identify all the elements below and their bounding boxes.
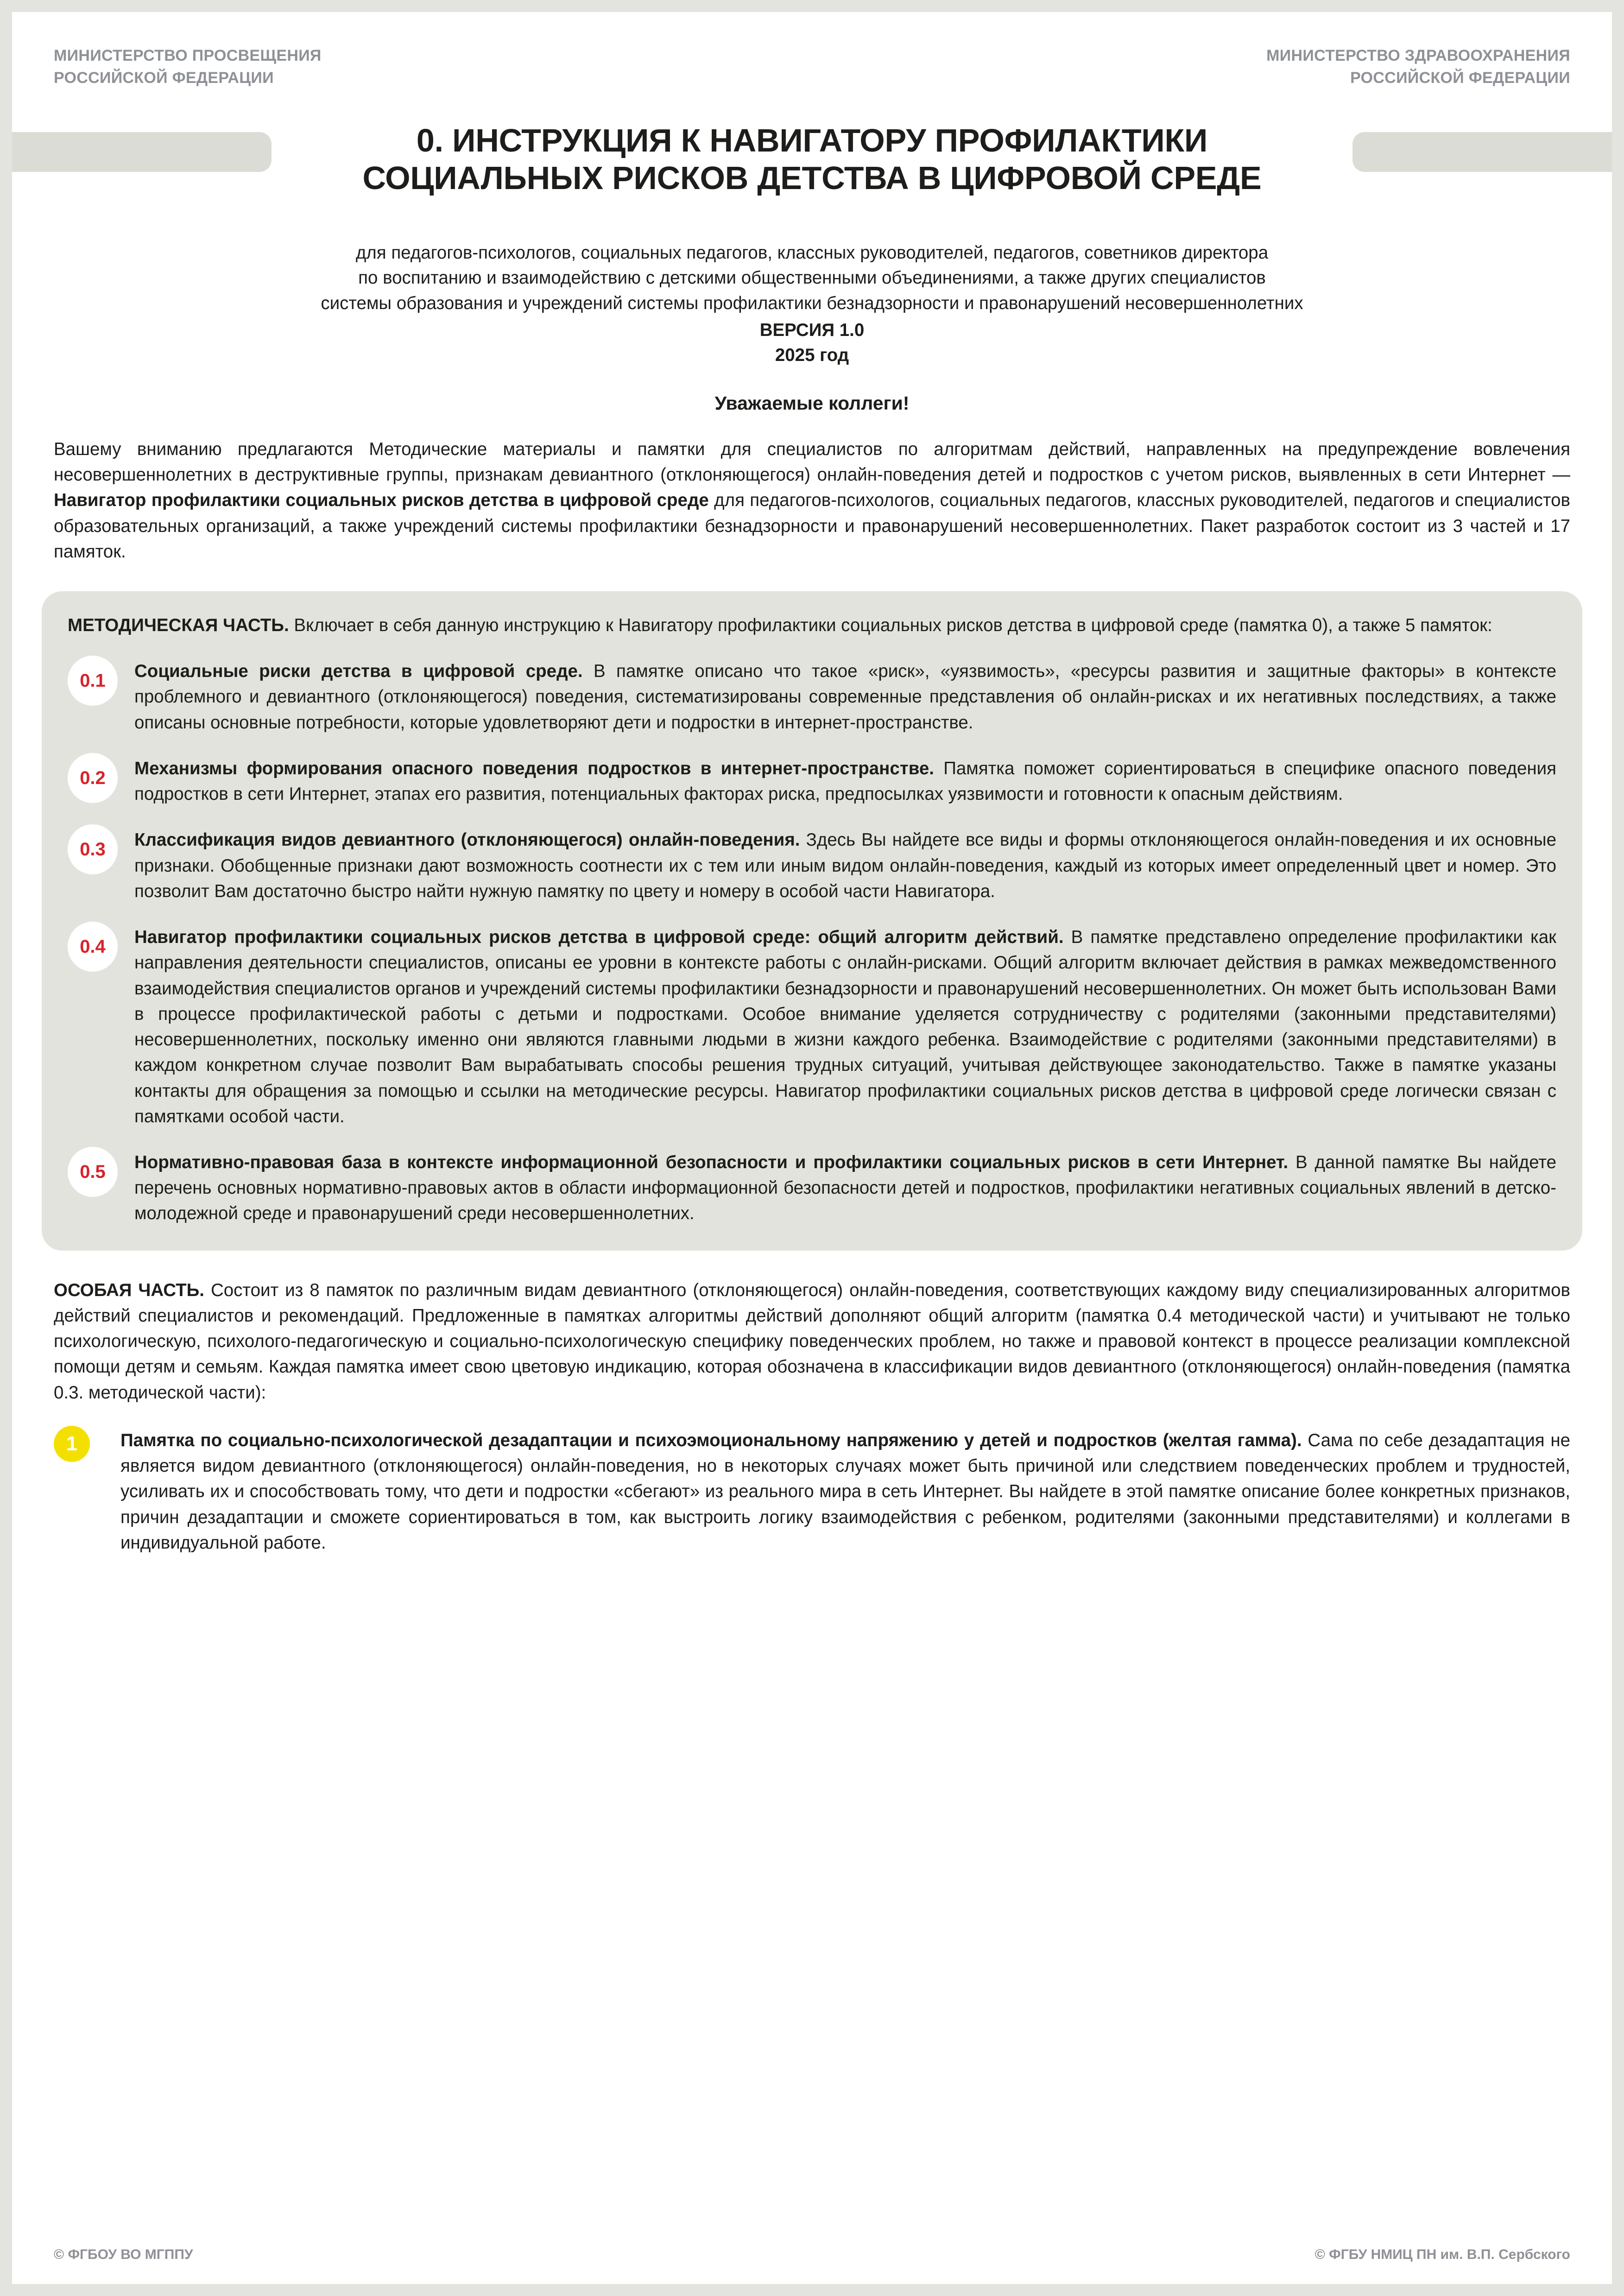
memo-body-0-2: Памятка поможет сориентироваться в специфике опасного поведения подростков в сети Интернет, этапах его развития, потенциальных факторах риска, предпосылках уязвимости и готовности к опасным действиям.	[134, 758, 1557, 804]
memo-title-0-4: Навигатор профилактики социальных рисков детства в цифровой среде: общий алгоритм действий.	[134, 927, 1064, 948]
intro-text-part1: Вашему вниманию предлагаются Методические материалы и памятки для специалистов по алгоритмам действий, направленных на предупреждение вовлечения несовершеннолетних в деструктивные группы, признакам девиантного (отклоняющегося) онлайн-поведения детей и подростков с учетом рисков, выявленных в сети Интернет —	[54, 439, 1570, 485]
memo-badge-0-5: 0.5	[68, 1147, 118, 1197]
year-label: 2025 год	[775, 345, 849, 366]
intro-section	[12, 436, 1612, 564]
memo-text-1	[120, 1428, 1570, 1556]
memo-item-0-2	[68, 756, 1556, 807]
methodical-intro-text: Включает в себя данную инструкцию к Навигатору профилактики социальных рисков детства в цифровой среде (памятка 0), а также 5 памяток:	[289, 615, 1492, 635]
subtitle-line1: для педагогов-психологов, социальных педагогов, классных руководителей, педагогов, советников директора	[355, 242, 1269, 263]
memo-text-0-4	[134, 924, 1556, 1129]
memo-badge-1: 1	[54, 1426, 90, 1462]
memo-text-0-3	[134, 827, 1556, 904]
memo-body-0-4: В памятке представлено определение профилактики как направления деятельности специалистов, описаны ее уровни в контексте работы с онлайн-рисками. Общий алгоритм включает действия в рамках межведомственного взаимодействия специалистов органов и учреждений системы профилактики безнадзорности и правонарушений несовершеннолетних. Он может быть использован Вами в процессе профилактической работы с детьми и подростками. Особое внимание уделяется сотрудничеству с родителями (законными представителями) несовершеннолетних, поскольку именно они являются главными людьми в жизни каждого ребенка. Взаимодействие с родителями (законными представителями) в каждом конкретном случае позволит Вам вырабатывать способы решения трудных ситуаций, учитывая действующее законодательство. Также в памятке указаны контакты для обращения за помощью и ссылки на методические ресурсы. Навигатор профилактики социальных рисков детства в цифровой среде логически связан с памятками особой части.	[134, 927, 1556, 1126]
footer-copyright-right: © ФГБУ НМИЦ ПН им. В.П. Сербского	[1314, 2247, 1570, 2262]
methodical-part-panel	[42, 591, 1582, 1251]
page-title	[12, 122, 1612, 197]
ministry-education	[54, 44, 322, 89]
ministry-health-line2: РОССИЙСКОЙ ФЕДЕРАЦИИ	[1350, 69, 1570, 87]
memo-item-1	[54, 1428, 1570, 1556]
ministry-health	[1266, 44, 1570, 89]
special-part-section	[12, 1278, 1612, 1556]
special-intro-paragraph	[54, 1278, 1570, 1405]
memo-body-0-3: Здесь Вы найдете все виды и формы отклоняющегося онлайн-поведения и их основные признаки. Обобщенные признаки дают возможность соотнести их с тем или иным видом онлайн-поведения, каждый из которых имеет определенный цвет и номер. Это позволит Вам достаточно быстро найти нужную памятку по цвету и номеру в особой части Навигатора.	[134, 830, 1556, 901]
memo-item-0-3	[68, 827, 1556, 904]
memo-title-1: Памятка по социально-психологической дезадаптации и психоэмоциональному напряжению у детей и подростков (желтая гамма).	[120, 1430, 1302, 1450]
memo-body-1: Сама по себе дезадаптация не является видом девиантного (отклоняющегося) онлайн-поведения, но в некоторых случаях может быть причиной или следствием поведенческих проблем и трудностей, усиливать их и способствовать тому, что дети и подростки «сбегают» из реального мира в сеть Интернет. Вы найдете в этой памятке описание более конкретных признаков, причин дезадаптации и сможете сориентироваться в том, как выстроить логику взаимодействия с ребенком, родителями (законными представителями) и коллегами в индивидуальной работе.	[120, 1430, 1570, 1553]
special-heading: ОСОБАЯ ЧАСТЬ.	[54, 1280, 204, 1300]
ministries-header	[12, 12, 1612, 89]
memo-badge-0-2: 0.2	[68, 753, 118, 803]
memo-body-0-5: В данной памятке Вы найдете перечень основных нормативно-правовых актов в области информационной безопасности детей и подростков, профилактики негативных социальных явлений в детско-молодежной среде и правонарушений среди несовершеннолетних.	[134, 1152, 1556, 1224]
subtitle-block	[12, 240, 1612, 368]
subtitle-line3: системы образования и учреждений системы профилактики безнадзорности и правонарушений несовершеннолетних	[321, 293, 1303, 313]
title-zone	[12, 122, 1612, 215]
footer-copyright-left: © ФГБОУ ВО МГППУ	[54, 2247, 193, 2262]
memo-text-0-1	[134, 658, 1556, 735]
memo-badge-0-4: 0.4	[68, 922, 118, 972]
memo-badge-0-1: 0.1	[68, 656, 118, 706]
memo-body-0-1: В памятке описано что такое «риск», «уязвимость», «ресурсы развития и защитные факторы» в контексте проблемного и девиантного (отклоняющегося) поведения, систематизированы современные представления об онлайн-рисках и их негативных последствиях, а также описаны основные потребности, которые удовлетворяют дети и подростки в интернет-пространстве.	[134, 661, 1557, 733]
page-title-line1: 0. ИНСТРУКЦИЯ К НАВИГАТОРУ ПРОФИЛАКТИКИ	[416, 122, 1208, 158]
ministry-education-line1: МИНИСТЕРСТВО ПРОСВЕЩЕНИЯ	[54, 47, 322, 64]
memo-item-0-1	[68, 658, 1556, 735]
ministry-health-line1: МИНИСТЕРСТВО ЗДРАВООХРАНЕНИЯ	[1266, 47, 1570, 64]
methodical-intro	[68, 613, 1556, 638]
memo-item-0-4	[68, 924, 1556, 1129]
memo-title-0-5: Нормативно-правовая база в контексте информационной безопасности и профилактики социальных рисков в сети Интернет.	[134, 1152, 1289, 1172]
memo-item-0-5	[68, 1150, 1556, 1227]
intro-paragraph	[54, 436, 1570, 564]
ministry-education-line2: РОССИЙСКОЙ ФЕДЕРАЦИИ	[54, 69, 274, 87]
document-sheet	[12, 12, 1612, 2284]
memo-text-0-2	[134, 756, 1556, 807]
page-footer	[12, 2247, 1612, 2284]
memo-title-0-1: Социальные риски детства в цифровой среде.	[134, 661, 583, 682]
intro-text-part2: для педагогов-психологов, социальных педагогов, классных руководителей, педагогов и специалистов образовательных организаций, а также учреждений системы профилактики безнадзорности и правонарушений несовершеннолетних. Пакет разработок состоит из 3 частей и 17 памяток.	[54, 490, 1570, 562]
memo-badge-0-3: 0.3	[68, 824, 118, 874]
memo-title-0-3: Классификация видов девиантного (отклоняющегося) онлайн-поведения.	[134, 830, 800, 850]
intro-bold-term: Навигатор профилактики социальных рисков детства в цифровой среде	[54, 490, 709, 511]
special-intro-text: Состоит из 8 памяток по различным видам девиантного (отклоняющегося) онлайн-поведения, соответствующих каждому виду специализированных алгоритмов действий специалистов и рекомендаций. Предложенные в памятках алгоритмы действий дополняют общий алгоритм (памятка 0.4 методической части) и учитывают не только психологическую, психолого-педагогическую и социально-психологическую специфику поведенческих проблем, но также и правовой контекст в процессе реализации комплексной помощи детям и семьям. Каждая памятка имеет свою цветовую индикацию, которая обозначена в классификации видов девиантного (отклоняющегося) онлайн-поведения (памятка 0.3. методической части):	[54, 1280, 1570, 1403]
memo-text-0-5	[134, 1150, 1556, 1227]
methodical-heading: МЕТОДИЧЕСКАЯ ЧАСТЬ.	[68, 615, 289, 635]
subtitle-line2: по воспитанию и взаимодействию с детскими общественными объединениями, а также других специалистов	[358, 268, 1266, 288]
page-title-line2: СОЦИАЛЬНЫХ РИСКОВ ДЕТСТВА В ЦИФРОВОЙ СРЕДЕ	[362, 159, 1262, 196]
greeting-heading: Уважаемые коллеги!	[714, 392, 910, 414]
version-label: ВЕРСИЯ 1.0	[759, 320, 865, 340]
memo-title-0-2: Механизмы формирования опасного поведения подростков в интернет-пространстве.	[134, 758, 934, 778]
